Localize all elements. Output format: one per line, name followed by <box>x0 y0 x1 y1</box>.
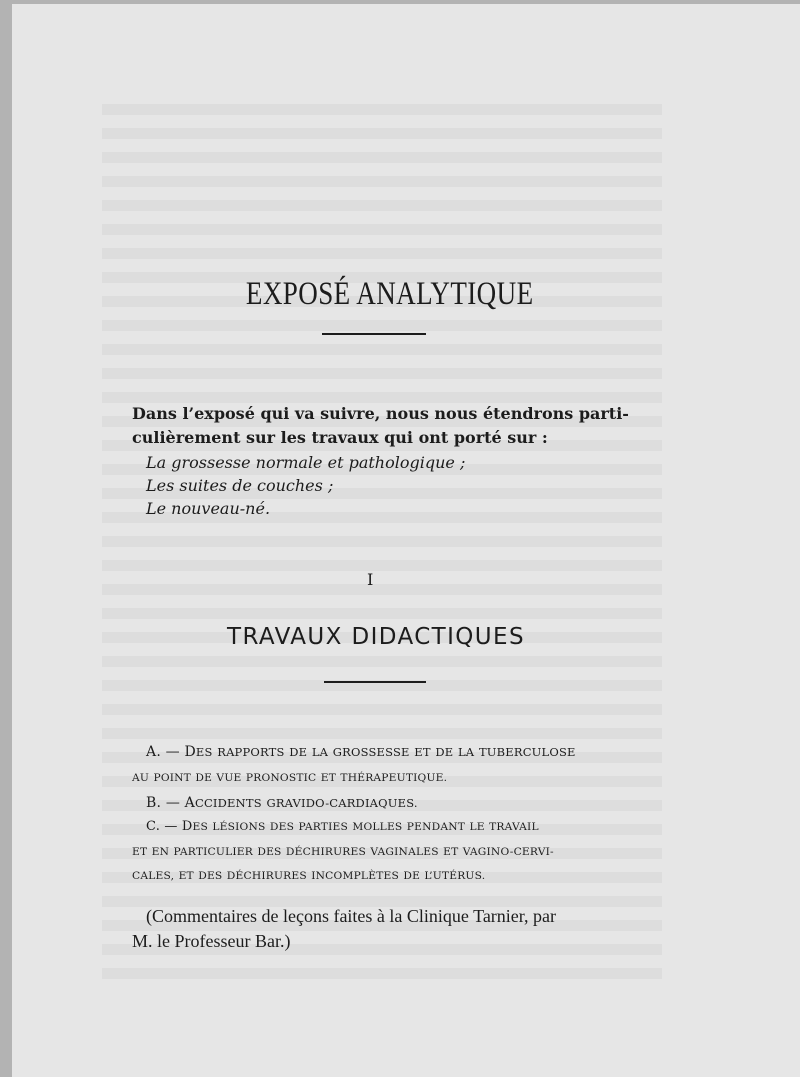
intro-list-item: Les suites de couches ; <box>146 476 334 495</box>
entry-c-line: C. — DES LÉSIONS DES PARTIES MOLLES PENDANT LE TRAVAIL <box>146 819 539 834</box>
section-title: TRAVAUX DIDACTIQUES <box>227 624 525 650</box>
section-number: I <box>367 570 374 589</box>
entry-a-line: A. — DES RAPPORTS DE LA GROSSESSE ET DE LA TUBERCULOSE <box>146 744 576 760</box>
intro-list-item: La grossesse normale et pathologique ; <box>146 453 466 472</box>
document-page <box>12 4 800 1077</box>
entry-b-line: B. — ACCIDENTS GRAVIDO-CARDIAQUES. <box>146 795 418 811</box>
intro-list-item: Le nouveau-né. <box>146 499 271 518</box>
intro-line: Dans l’exposé qui va suivre, nous nous étendrons parti- <box>132 404 629 423</box>
entry-a-line: AU POINT DE VUE PRONOSTIC ET THÉRAPEUTIQUE. <box>132 771 448 784</box>
entry-c-line: CALES, ET DES DÉCHIRURES INCOMPLÈTES DE L’UTÉRUS. <box>132 869 486 882</box>
title-divider <box>322 333 426 335</box>
page-title: EXPOSÉ ANALYTIQUE <box>245 276 534 312</box>
commentary-line: (Commentaires de leçons faites à la Clinique Tarnier, par <box>146 906 557 926</box>
intro-line: culièrement sur les travaux qui ont porté sur : <box>132 428 548 447</box>
section-divider <box>324 681 426 683</box>
entry-c-line: ET EN PARTICULIER DES DÉCHIRURES VAGINALES ET VAGINO-CERVI- <box>132 845 554 858</box>
commentary-line: M. le Professeur Bar.) <box>132 931 291 951</box>
